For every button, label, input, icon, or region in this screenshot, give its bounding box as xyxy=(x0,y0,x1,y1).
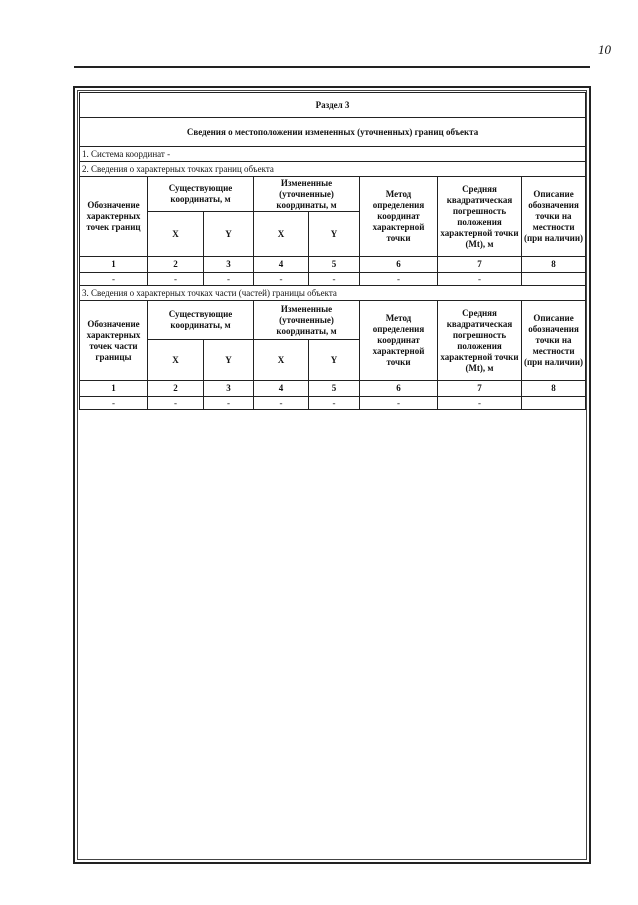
part2-title-row xyxy=(80,162,586,177)
column-number: 5 xyxy=(309,381,360,397)
part3-header-error: Средняя квадратическая погрешность положения характерной точки (Mt), м xyxy=(438,301,522,381)
part2-header-designation: Обозначение характерных точек границ xyxy=(80,177,148,257)
part2-title: 2. Сведения о характерных точках границ объекта xyxy=(80,162,586,177)
section-title: Раздел 3 xyxy=(80,93,586,118)
part2-number-row xyxy=(80,257,586,273)
table-cell: - xyxy=(204,273,254,286)
column-number: 4 xyxy=(254,381,309,397)
table-cell: - xyxy=(80,397,148,410)
column-number: 7 xyxy=(438,257,522,273)
column-number: 8 xyxy=(522,381,586,397)
part3-header-method: Метод определения координат характерной точки xyxy=(360,301,438,381)
boundary-form-table xyxy=(79,92,586,410)
top-rule xyxy=(74,66,590,68)
part3-header-designation: Обозначение характерных точек части границы xyxy=(80,301,148,381)
table-cell xyxy=(522,397,586,410)
table-cell: - xyxy=(438,397,522,410)
table-cell: - xyxy=(360,273,438,286)
table-cell xyxy=(522,273,586,286)
part3-data-row xyxy=(80,397,586,410)
part2-header-y-existing: Y xyxy=(204,212,254,257)
part2-header-description: Описание обозначения точки на местности (при наличии) xyxy=(522,177,586,257)
coordinate-system-label: 1. Система координат - xyxy=(80,147,586,162)
column-number: 6 xyxy=(360,381,438,397)
part2-header-x-changed: X xyxy=(254,212,309,257)
column-number: 3 xyxy=(204,381,254,397)
part2-header-error: Средняя квадратическая погрешность положения характерной точки (Mt), м xyxy=(438,177,522,257)
column-number: 3 xyxy=(204,257,254,273)
part3-header-y-existing: Y xyxy=(204,340,254,381)
part2-header-changed: Измененные (уточненные) координаты, м xyxy=(254,177,360,212)
coordinate-system-row xyxy=(80,147,586,162)
table-cell: - xyxy=(309,273,360,286)
table-cell: - xyxy=(360,397,438,410)
part3-header-y-changed: Y xyxy=(309,340,360,381)
table-cell: - xyxy=(148,273,204,286)
column-number: 2 xyxy=(148,381,204,397)
part3-title: 3. Сведения о характерных точках части (частей) границы объекта xyxy=(80,286,586,301)
column-number: 5 xyxy=(309,257,360,273)
page-frame xyxy=(73,86,591,864)
part3-header-changed: Измененные (уточненные) координаты, м xyxy=(254,301,360,340)
column-number: 4 xyxy=(254,257,309,273)
column-number: 8 xyxy=(522,257,586,273)
part3-header-row xyxy=(80,301,586,340)
column-number: 7 xyxy=(438,381,522,397)
part2-header-row xyxy=(80,177,586,212)
part3-number-row xyxy=(80,381,586,397)
part3-header-x-changed: X xyxy=(254,340,309,381)
column-number: 1 xyxy=(80,381,148,397)
column-number: 6 xyxy=(360,257,438,273)
part3-header-x-existing: X xyxy=(148,340,204,381)
part2-header-y-changed: Y xyxy=(309,212,360,257)
table-cell: - xyxy=(204,397,254,410)
table-cell: - xyxy=(254,273,309,286)
part2-header-existing: Существующие координаты, м xyxy=(148,177,254,212)
table-cell: - xyxy=(254,397,309,410)
part2-header-method: Метод определения координат характерной точки xyxy=(360,177,438,257)
table-cell: - xyxy=(309,397,360,410)
part3-title-row xyxy=(80,286,586,301)
section-title-row xyxy=(80,93,586,118)
section-heading: Сведения о местоположении измененных (уточненных) границ объекта xyxy=(80,118,586,147)
table-cell: - xyxy=(148,397,204,410)
column-number: 2 xyxy=(148,257,204,273)
column-number: 1 xyxy=(80,257,148,273)
page-number: 10 xyxy=(598,42,611,57)
part2-header-x-existing: X xyxy=(148,212,204,257)
table-cell: - xyxy=(438,273,522,286)
part3-header-description: Описание обозначения точки на местности (при наличии) xyxy=(522,301,586,381)
part2-data-row xyxy=(80,273,586,286)
part3-header-existing: Существующие координаты, м xyxy=(148,301,254,340)
table-cell: - xyxy=(80,273,148,286)
section-heading-row xyxy=(80,118,586,147)
